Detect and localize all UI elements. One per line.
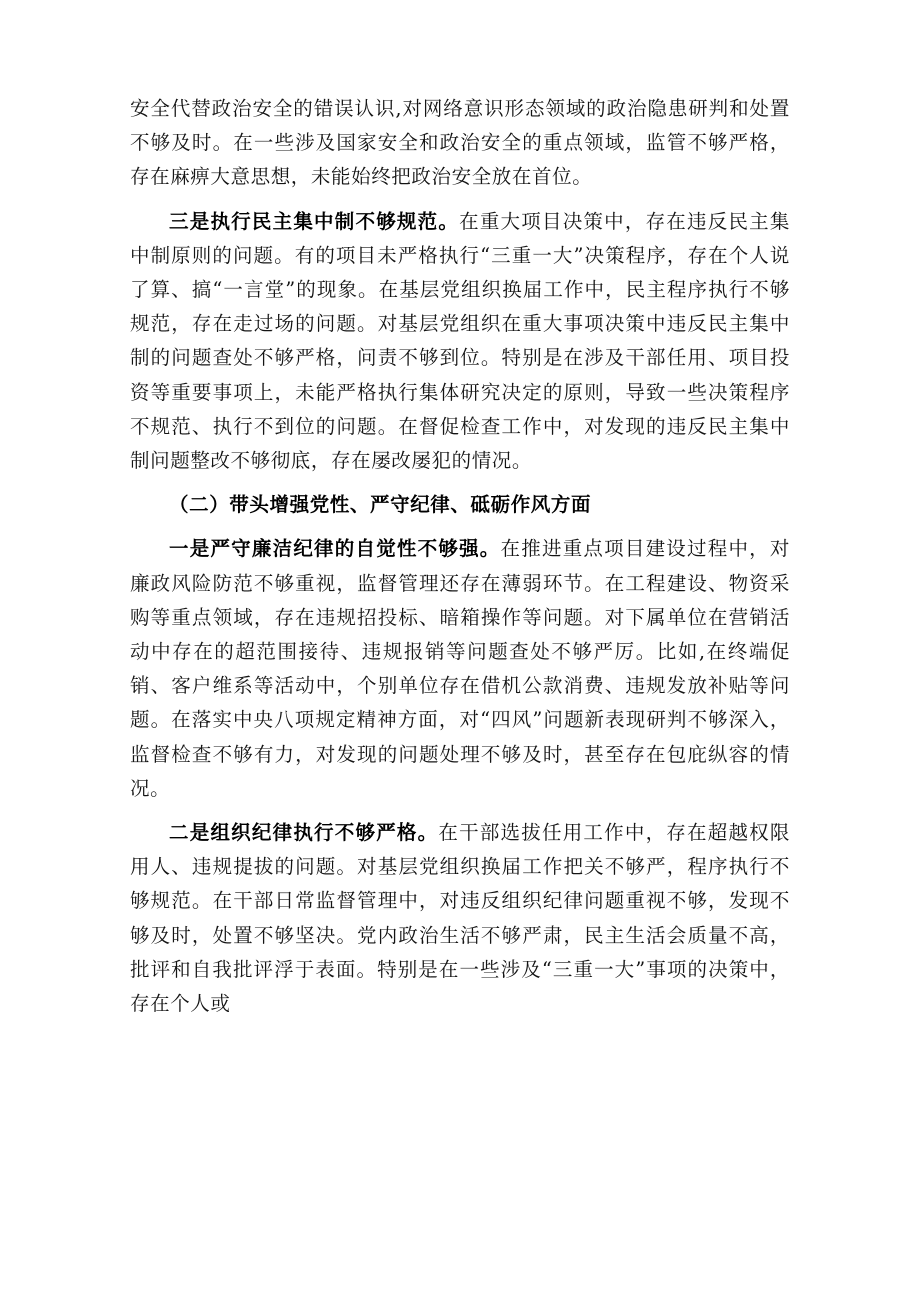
paragraph-text: 安全代替政治安全的错误认识,对网络意识形态领域的政治隐患研判和处置不够及时。在一些涉及国家安全和政治安全的重点领域，监管不够严格，存在麻痹大意思想，未能始终把政治安全放在首位。 (130, 97, 790, 189)
paragraph-point-three (130, 205, 790, 479)
paragraph-text: 在推进重点项目建设过程中，对廉政风险防范不够重视，监督管理还存在薄弱环节。在工程建设、物资采购等重点领域，存在违规招投标、暗箱操作等问题。对下属单位在营销活动中存在的超范围接待、违规报销等问题查处不够严厉。比如,在终端促销、客户维系等活动中，个别单位存在借机公款消费、违规发放补贴等问题。在落实中央八项规定精神方面，对“四风”问题新表现研判不够深入，监督检查不够有力，对发现的问题处理不够及时，甚至存在包庇纵容的情况。 (130, 537, 790, 800)
paragraph-point-one (130, 532, 790, 806)
paragraph-text: 在干部选拔任用工作中，存在超越权限用人、违规提拔的问题。对基层党组织换届工作把关不够严，程序执行不够规范。在干部日常监督管理中，对违反组织纪律问题重视不够，发现不够及时，处置不够坚决。党内政治生活不够严肃，民主生活会质量不高，批评和自我批评浮于表面。特别是在一些涉及“三重一大”事项的决策中，存在个人或 (130, 821, 790, 1016)
paragraph-lead: 三是执行民主集中制不够规范。 (169, 209, 460, 233)
paragraph-text: 在重大项目决策中，存在违反民主集中制原则的问题。有的项目未严格执行“三重一大”决策程序，存在个人说了算、搞“一言堂”的现象。在基层党组织换届工作中，民主程序执行不够规范，存在走过场的问题。对基层党组织在重大事项决策中违反民主集中制的问题查处不够严格，问责不够到位。特别是在涉及干部任用、项目投资等重要事项上，未能严格执行集体研究决定的原则，导致一些决策程序不规范、执行不到位的问题。在督促检查工作中，对发现的违反民主集中制问题整改不够彻底，存在屡改屡犯的情况。 (130, 209, 790, 473)
document-body (130, 92, 790, 1021)
paragraph-continued (130, 92, 790, 195)
paragraph-lead: 一是严守廉洁纪律的自觉性不够强。 (169, 537, 501, 561)
section-heading: （二）带头增强党性、严守纪律、砥砺作风方面 (169, 493, 592, 517)
paragraph-point-two (130, 816, 790, 1021)
paragraph-lead: 二是组织纪律执行不够严格。 (169, 821, 439, 845)
